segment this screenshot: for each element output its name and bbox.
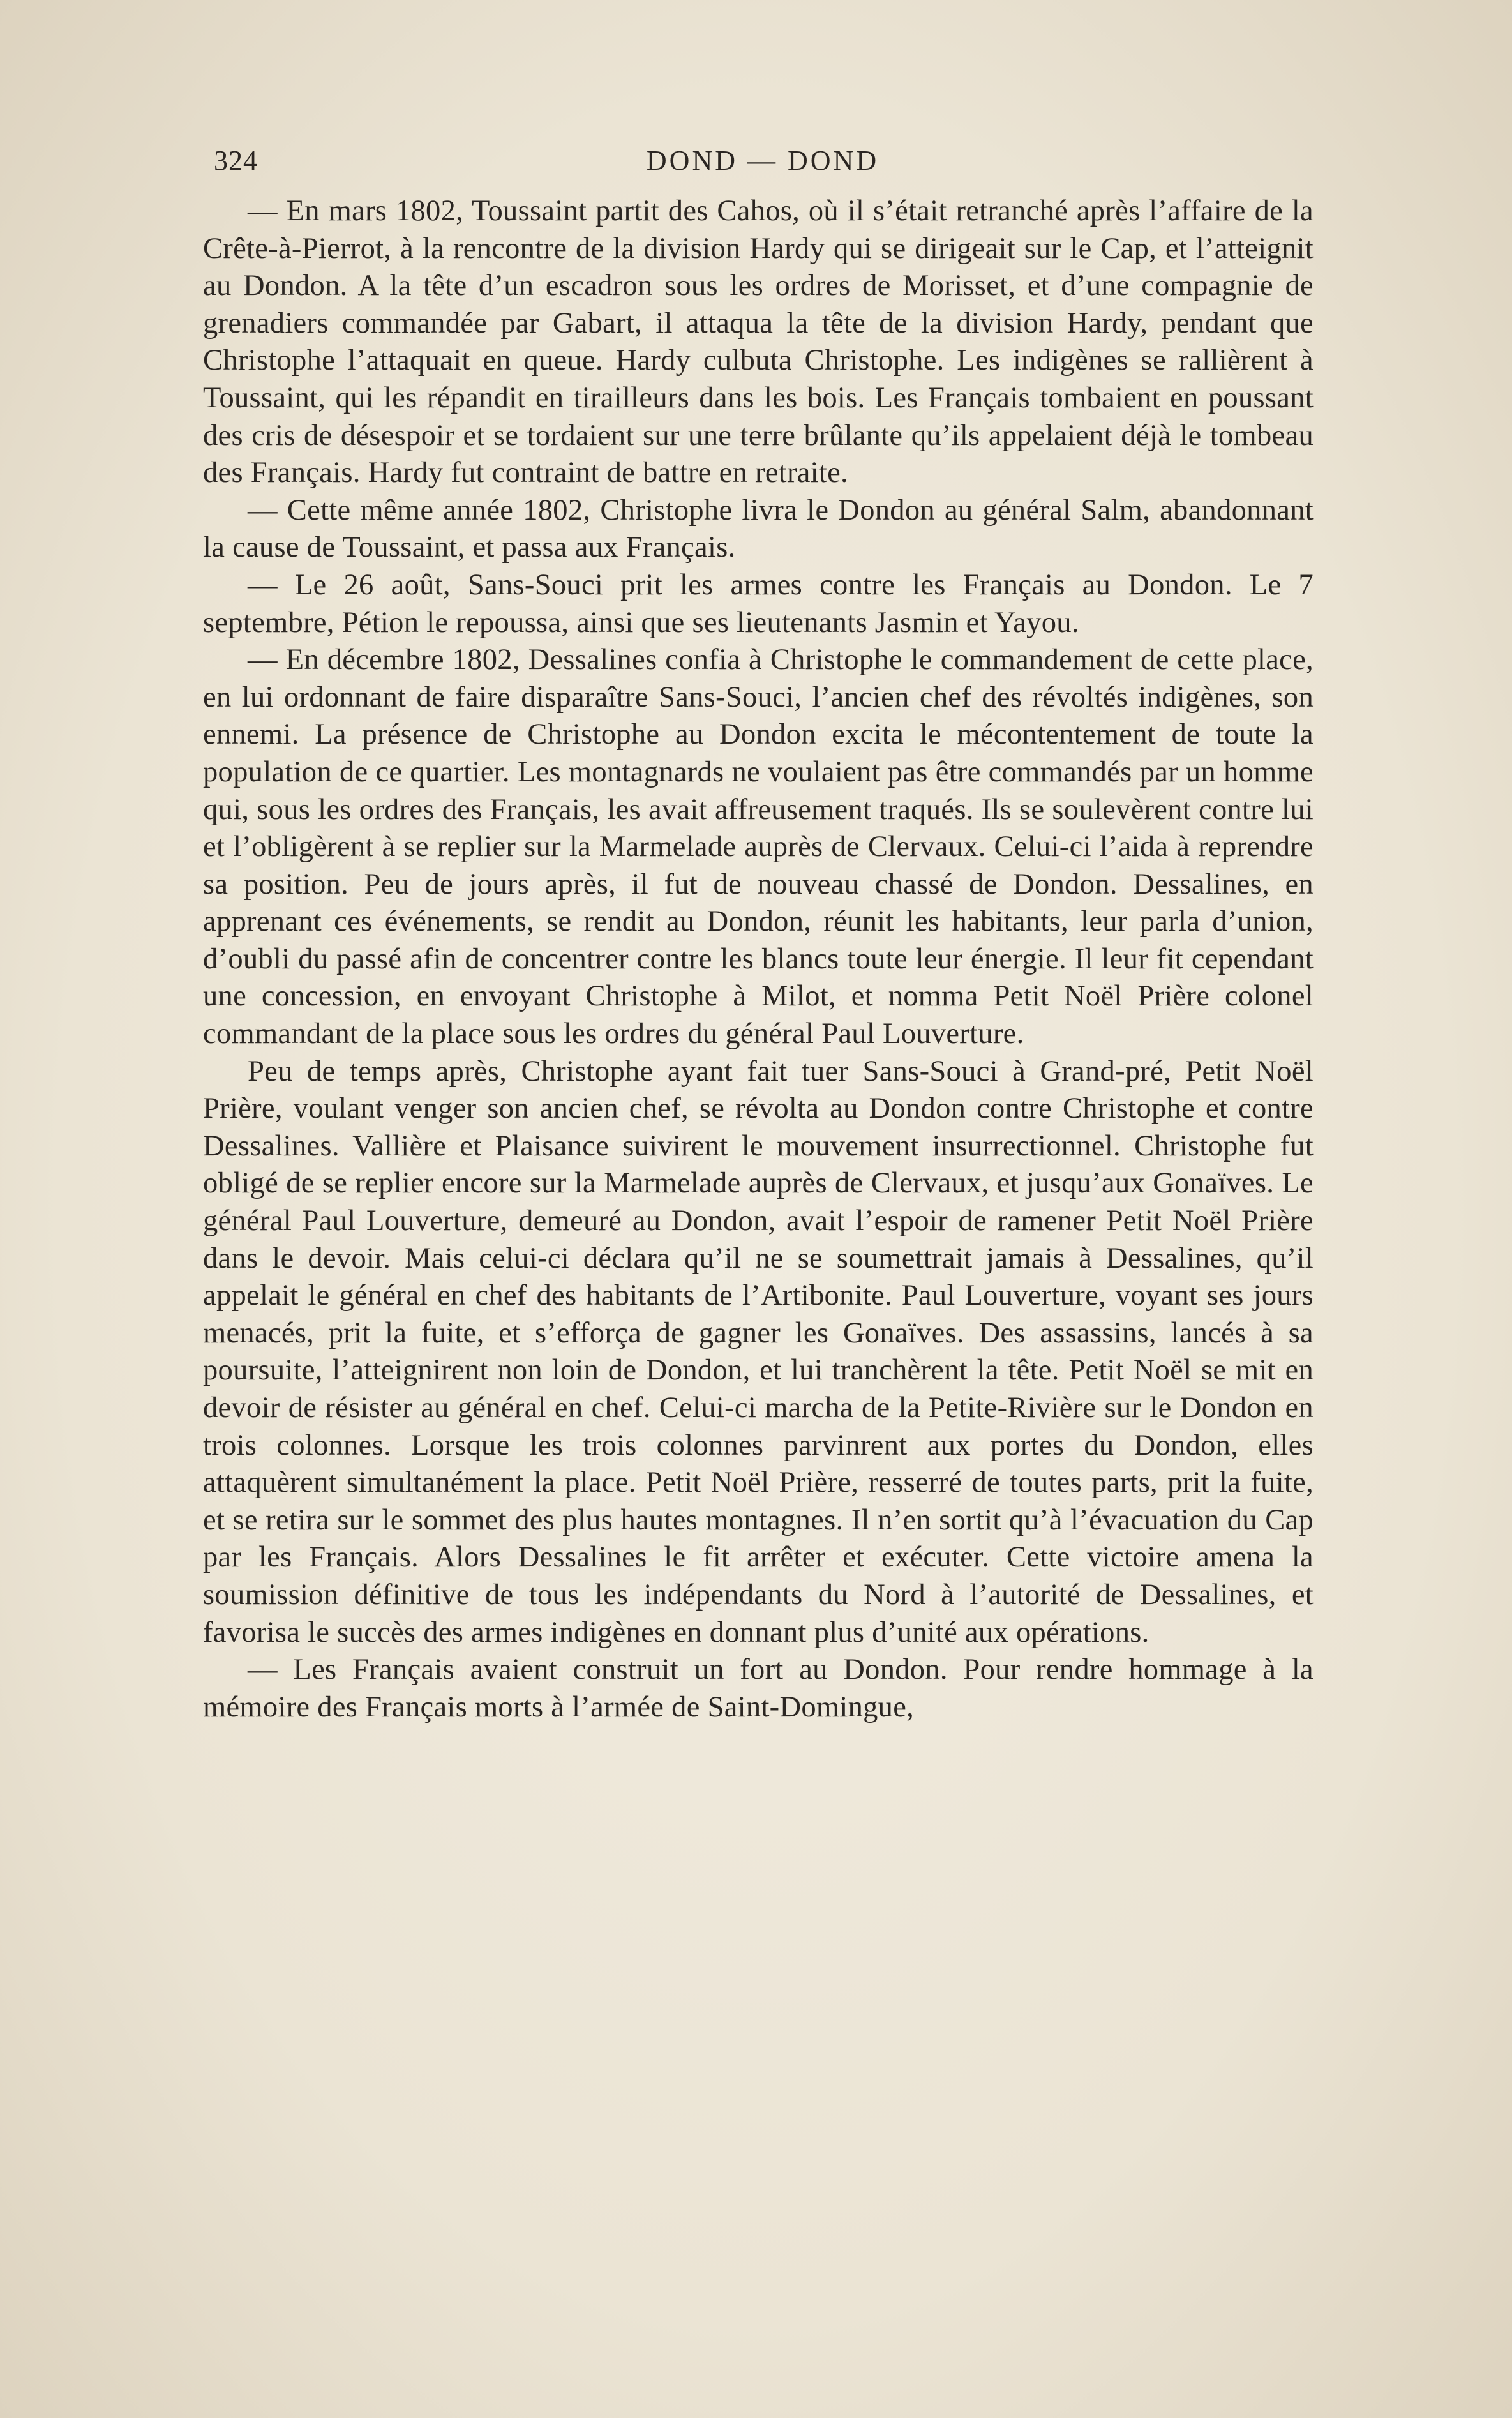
paragraph: — Cette même année 1802, Christophe livra le Dondon au général Salm, abandonnant la cause de Toussaint, et passa aux Français. <box>203 493 1314 564</box>
body-text <box>203 193 1314 1726</box>
paragraph: — Le 26 août, Sans-Souci prit les armes contre les Français au Dondon. Le 7 septembre, Pétion le repoussa, ainsi que ses lieutenants Jasmin et Yayou. <box>203 568 1314 639</box>
page-number: 324 <box>214 145 258 176</box>
running-head: DOND — DOND <box>646 145 880 176</box>
paragraph: — En décembre 1802, Dessalines confia à Christophe le commandement de cette place, en lui ordonnant de faire disparaître Sans-Souci, l’ancien chef des révoltés indigènes, son ennemi. La présence de Christophe au Dondon excita le mécontentement de toute la population de ce quartier. Les montagnards ne voulaient pas être commandés par un homme qui, sous les ordres des Français, les avait affreusement traqués. Ils se soulevèrent contre lui et l’obligèrent à se replier sur la Marmelade auprès de Clervaux. Celui-ci l’aida à reprendre sa position. Peu de jours après, il fut de nouveau chassé de Dondon. Dessalines, en apprenant ces événements, se rendit au Dondon, réunit les habitants, leur parla d’union, d’oubli du passé afin de concentrer contre les blancs toute leur énergie. Il leur fit cependant une concession, en envoyant Christophe à Milot, et nomma Petit Noël Prière colonel commandant de la place sous les ordres du général Paul Louverture. <box>203 643 1314 1051</box>
page-header <box>214 144 1312 183</box>
paragraph: — Les Français avaient construit un fort au Dondon. Pour rendre hommage à la mémoire des Français morts à l’armée de Saint-Domingue, <box>203 1653 1314 1723</box>
paragraph: — En mars 1802, Toussaint partit des Cahos, où il s’était retranché après l’affaire de la Crête-à-Pierrot, à la rencontre de la division Hardy qui se dirigeait sur le Cap, et l’atteignit au Dondon. A la tête d’un escadron sous les ordres de Morisset, et d’une compagnie de grenadiers commandée par Gabart, il attaqua la tête de la division Hardy, pendant que Christophe l’attaquait en queue. Hardy culbuta Christophe. Les indigènes se rallièrent à Toussaint, qui les répandit en tirailleurs dans les bois. Les Français tombaient en poussant des cris de désespoir et se tordaient sur une terre brûlante qu’ils appelaient déjà le tombeau des Français. Hardy fut contraint de battre en retraite. <box>203 195 1314 490</box>
paragraph: Peu de temps après, Christophe ayant fait tuer Sans-Souci à Grand-pré, Petit Noël Prière, voulant venger son ancien chef, se révolta au Dondon contre Christophe et contre Dessalines. Vallière et Plaisance suivirent le mouvement insurrectionnel. Christophe fut obligé de se replier encore sur la Marmelade auprès de Clervaux, et jusqu’aux Gonaïves. Le général Paul Louverture, demeuré au Dondon, avait l’espoir de ramener Petit Noël Prière dans le devoir. Mais celui-ci déclara qu’il ne se soumettrait jamais à Dessalines, qu’il appelait le général en chef des habitants de l’Artibonite. Paul Louverture, voyant ses jours menacés, prit la fuite, et s’efforça de gagner les Gonaïves. Des assassins, lancés à sa poursuite, l’atteignirent non loin de Dondon, et lui tranchèrent la tête. Petit Noël se mit en devoir de résister au général en chef. Celui-ci marcha de la Petite-Rivière sur le Dondon en trois colonnes. Lorsque les trois colonnes parvinrent aux portes du Dondon, elles attaquèrent simultanément la place. Petit Noël Prière, resserré de toutes parts, prit la fuite, et se retira sur le sommet des plus hautes montagnes. Il n’en sortit qu’à l’évacuation du Cap par les Français. Alors Dessalines le fit arrêter et exécuter. Cette victoire amena la soumission définitive de tous les indépendants du Nord à l’autorité de Dessalines, et favorisa le succès des armes indigènes en donnant plus d’unité aux opérations. <box>203 1055 1314 1649</box>
